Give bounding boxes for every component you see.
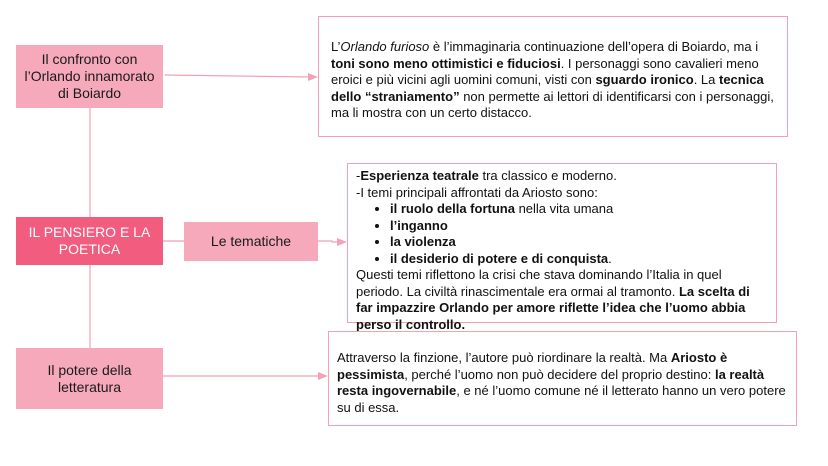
link-tematiche-box <box>318 241 340 242</box>
box-tematiche-temi: -I temi principali affrontati da Ariosto sono: <box>356 184 598 200</box>
node-potere <box>16 348 163 409</box>
node-confronto <box>16 45 163 108</box>
arrow-confronto <box>308 73 318 81</box>
box-tematiche-intro: -Esperienza teatrale tra classico e moderno. <box>356 168 617 183</box>
list-item: • il desiderio di potere e di conquista. <box>390 251 768 268</box>
node-pensiero-label: IL PENSIERO E LA POETICA <box>28 224 151 257</box>
arrow-potere <box>318 372 328 380</box>
list-item: • il ruolo della fortuna nella vita umana <box>390 201 768 218</box>
link-confronto <box>165 75 310 77</box>
box-confronto <box>318 16 788 137</box>
arrow-tematiche <box>337 238 347 246</box>
temi-list <box>356 201 768 267</box>
node-potere-label: Il potere della letteratura <box>47 361 132 395</box>
box-potere <box>328 331 797 426</box>
node-tematiche <box>184 222 318 261</box>
box-tematiche-crisi: Questi temi riflettono la crisi che stava dominando l’Italia in quel periodo. La civiltà rinascimentale era ormai al tramonto. La scelta di far impazzire Orlando per amore riflette l’idea che l’uomo abbia perso il controllo. <box>356 267 750 332</box>
node-tematiche-label: Le tematiche <box>210 233 292 249</box>
box-tematiche <box>347 163 777 332</box>
node-pensiero-poetica <box>16 217 163 265</box>
box-potere-text: Attraverso la finzione, l’autore può riordinare la realtà. Ma Ariosto è pessimista, perché l’uomo non può decidere del proprio destino: la realtà resta ingovernabile, e né l’uomo comune né il letterato hanno un vero potere su di essa. <box>337 350 786 415</box>
list-item: • la violenza <box>390 234 768 251</box>
list-item: • l’inganno <box>390 218 768 235</box>
node-confronto-label: Il confronto con l’Orlando innamorato di Boiardo <box>24 51 155 101</box>
box-confronto-text: L’Orlando furioso è l’immaginaria continuazione dell’opera di Boiardo, ma i toni sono meno ottimistici e fiduciosi. I personaggi sono cavalieri meno eroici e più vicini agli uomini comuni, visti con sguardo ironico. La tecnica dello “straniamento” non permette ai lettori di identificarsi con i personaggi, ma li mostra con un certo distacco. <box>331 39 774 120</box>
